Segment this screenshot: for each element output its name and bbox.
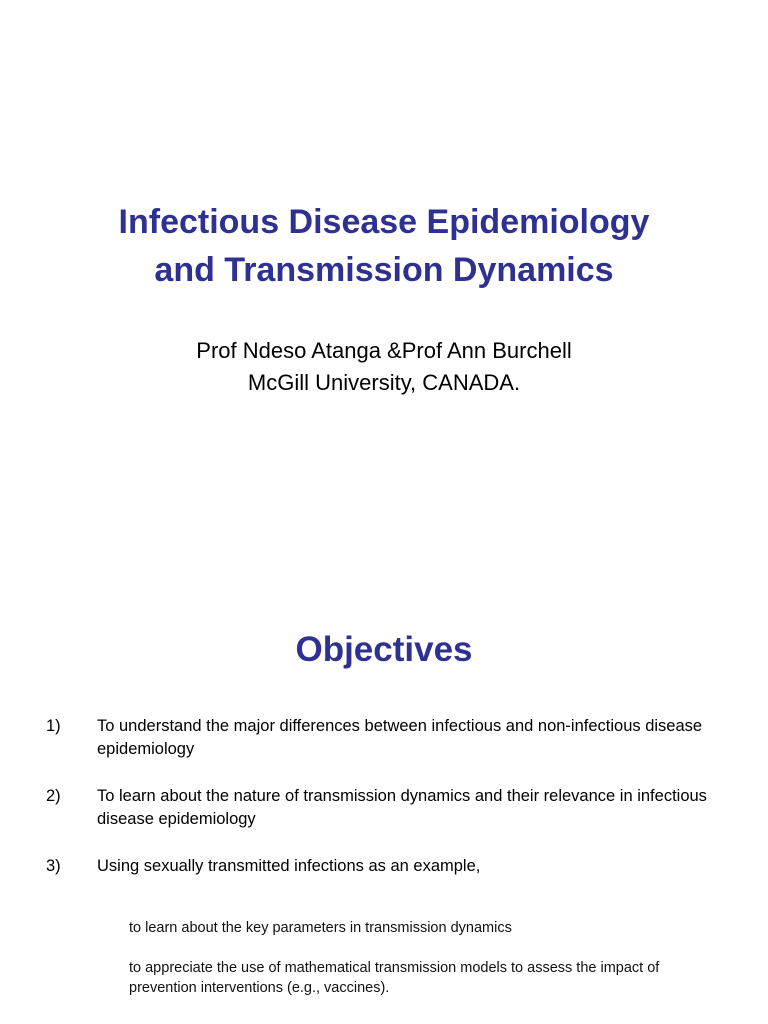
authors-names: Prof Ndeso Atanga &Prof Ann Burchell <box>196 338 572 363</box>
author-block <box>0 335 768 399</box>
objectives-heading: Objectives <box>295 630 473 669</box>
objective-text: Using sexually transmitted infections as an example, <box>97 857 481 875</box>
title-line-1: Infectious Disease Epidemiology <box>118 203 650 241</box>
sub-objective: to learn about the key parameters in transmission dynamics <box>129 919 512 936</box>
sub-objective: to appreciate the use of mathematical transmission models to assess the impact of prevention interventions (e.g., vaccines). <box>129 959 660 996</box>
objective-text: To learn about the nature of transmission dynamics and their relevance in infectious disease epidemiology <box>97 787 707 828</box>
objective-number: 3) <box>46 857 61 875</box>
objective-item <box>46 855 736 878</box>
objective-item <box>46 715 736 761</box>
title-line-2: and Transmission Dynamics <box>154 251 614 289</box>
objective-item <box>46 785 736 831</box>
objective-number: 1) <box>46 717 61 735</box>
objective-number: 2) <box>46 787 61 805</box>
presentation-title <box>0 198 768 294</box>
objective-text: To understand the major differences between infectious and non-infectious disease epidemiology <box>97 717 703 758</box>
authors-affiliation: McGill University, CANADA. <box>247 370 521 395</box>
objectives-slide <box>0 512 768 1024</box>
